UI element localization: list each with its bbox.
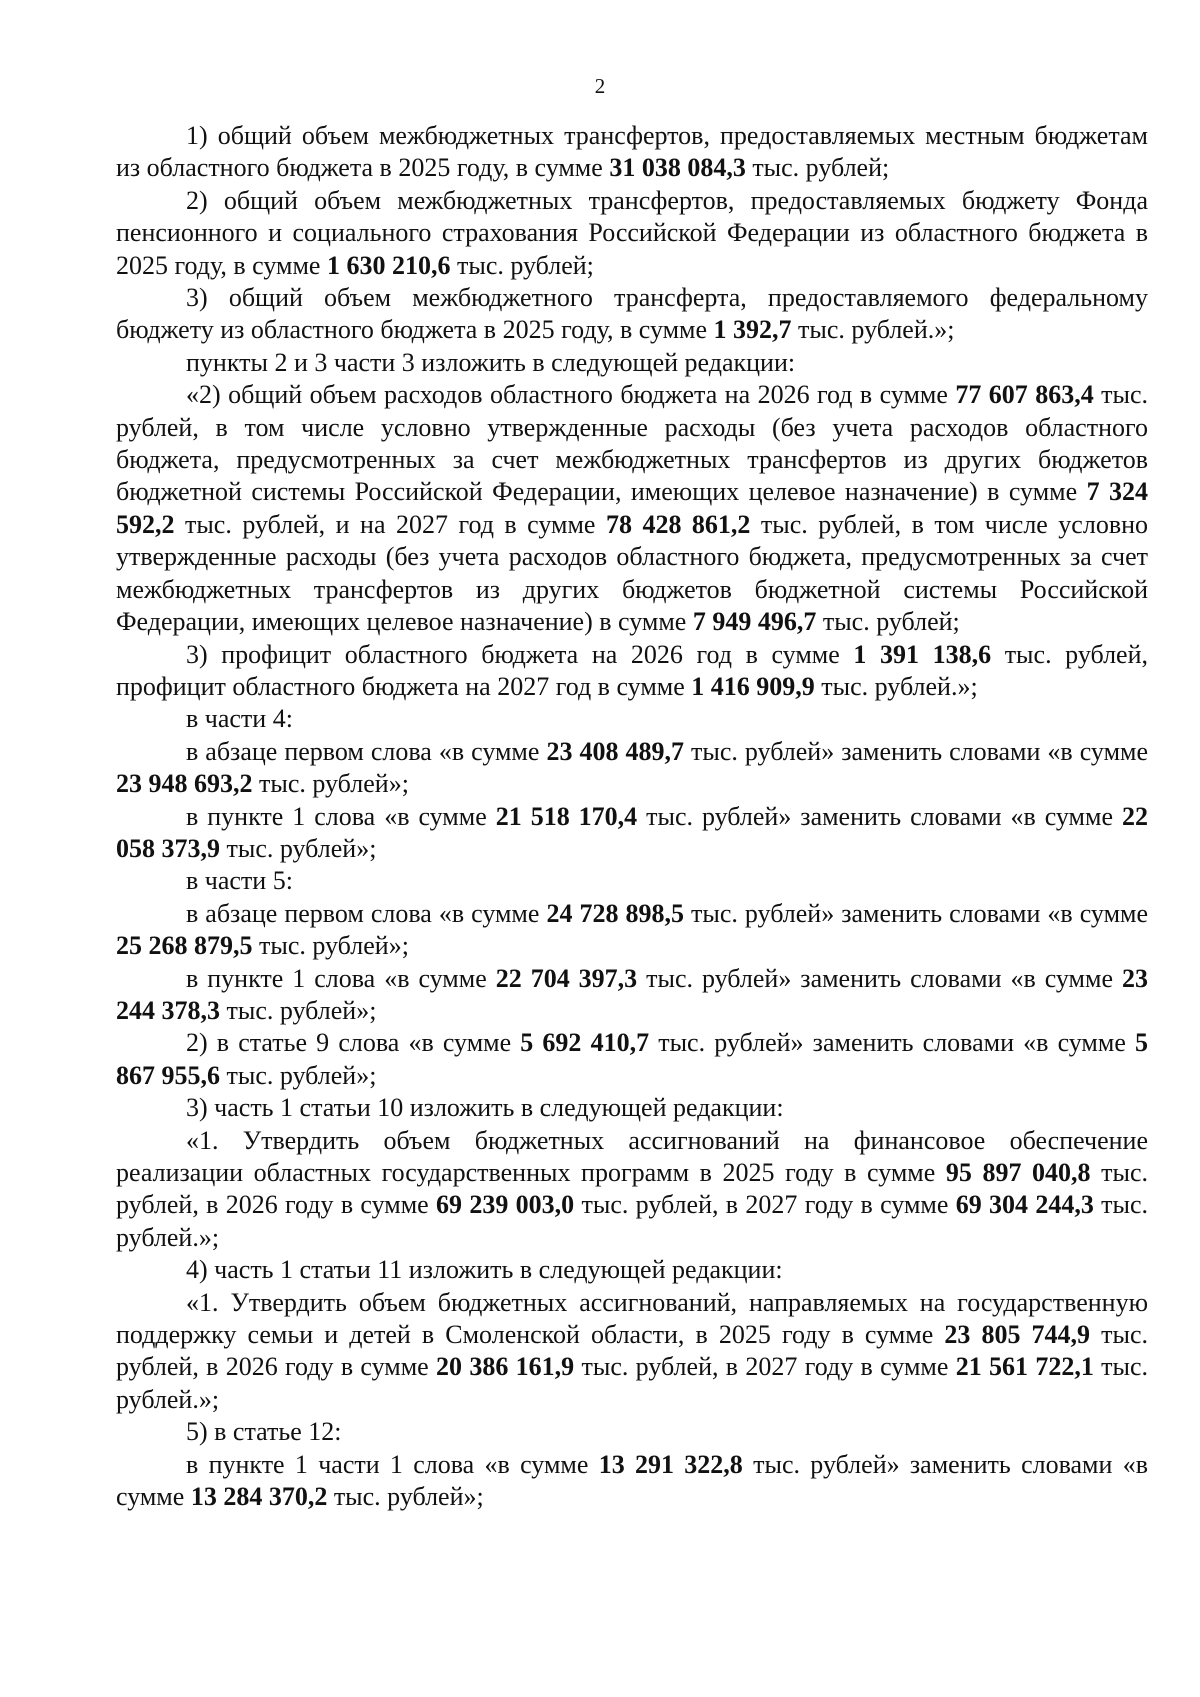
text-segment: в абзаце первом слова «в сумме [186,736,547,766]
text-segment: тыс. рублей»; [220,1060,377,1090]
text-segment: тыс. рублей, в 2026 году в сумме [116,1320,1149,1382]
text-segment: тыс. рублей»; [327,1482,484,1512]
text-segment: тыс. рублей, в 2027 году в сумме [574,1352,956,1382]
text-segment: 3) профицит областного бюджета на 2026 год в сумме [186,639,854,669]
amount-value: 1 416 909,9 [691,671,815,701]
amount-value: 69 239 003,0 [436,1190,575,1220]
text-segment: тыс. рублей; [816,607,960,637]
paragraph [116,898,1148,963]
paragraph [116,1254,1148,1286]
paragraph [116,120,1148,185]
paragraph [116,963,1148,1028]
text-segment: «1. Утвердить объем бюджетных ассигнований на финансовое обеспечение реализации областных государственных программ в 2025 году в сумме [116,1125,1148,1187]
text-segment: тыс. рублей.»; [116,1352,1149,1414]
amount-value: 7 949 496,7 [692,607,817,637]
amount-value: 21 518 170,4 [495,801,638,831]
text-segment: 3) общий объем межбюджетного трансферта, предоставляемого федеральному бюджету из областного бюджета в 2025 году, в сумме [116,283,1148,345]
paragraph [116,1125,1148,1255]
paragraph [116,347,1148,379]
paragraph [116,639,1148,704]
text-segment: пункты 2 и 3 части 3 изложить в следующей редакции: [186,347,796,377]
text-segment: 2) общий объем межбюджетных трансфертов, предоставляемых бюджету Фонда пенсионного и социального страхования Российской Федерации из областного бюджета в 2025 году, в сумме [116,185,1148,280]
text-segment: тыс. рублей»; [220,833,377,863]
text-segment: тыс. рублей, профицит областного бюджета на 2027 год в сумме [116,639,1149,701]
text-segment: тыс. рублей; [450,250,594,280]
text-segment: 3) часть 1 статьи 10 изложить в следующей редакции: [186,1093,784,1123]
amount-value: 22 704 397,3 [495,963,638,993]
paragraph [116,379,1148,638]
paragraph [116,1449,1148,1514]
text-segment: тыс. рублей» заменить словами «в сумме [649,1028,1136,1058]
paragraph [116,282,1148,347]
text-segment: 5) в статье 12: [186,1417,342,1447]
document-body [116,120,1148,1513]
amount-value: 5 867 955,6 [116,1028,1149,1090]
text-segment: тыс. рублей, в том числе условно утвержденные расходы (без учета расходов областного бюджета, предусмотренных за счет межбюджетных трансфертов из других бюджетов бюджетной системы Российской Федерации, имеющих целевое назначение) в сумме [116,509,1149,637]
text-segment: тыс. рублей» заменить словами «в сумме [637,801,1122,831]
paragraph [116,1027,1148,1092]
amount-value: 23 948 693,2 [116,769,253,799]
text-segment: тыс. рублей» заменить словами «в сумме [116,1449,1148,1512]
text-segment: в пункте 1 части 1 слова «в сумме [186,1449,599,1479]
text-segment: «2) общий объем расходов областного бюджета на 2026 год в сумме [186,380,956,410]
text-segment: тыс. рублей; [745,153,890,183]
amount-value: 23 408 489,7 [546,736,684,766]
text-segment: тыс. рублей, в 2027 году в сумме [574,1190,956,1220]
text-segment: тыс. рублей, в том числе условно утвержденные расходы (без учета расходов областного бюджета, предусмотренных за счет межбюджетных трансфертов из других бюджетов бюджетной системы Российской Федерации, имеющих целевое назначение) в сумме [116,380,1149,507]
amount-value: 1 630 210,6 [326,250,451,280]
amount-value: 22 058 373,9 [116,801,1148,863]
amount-value: 13 291 322,8 [598,1449,743,1479]
text-segment: тыс. рублей, и на 2027 год в сумме [174,509,606,539]
text-segment: тыс. рублей»; [252,931,409,961]
text-segment: в пункте 1 слова «в сумме [186,801,496,831]
paragraph [116,1416,1148,1448]
text-segment: в части 4: [186,704,293,734]
paragraph [116,736,1148,801]
amount-value: 31 038 084,3 [609,153,746,183]
page-number: 2 [594,74,606,98]
paragraph [116,865,1148,897]
text-segment: 1) общий объем межбюджетных трансфертов, предоставляемых местным бюджетам из областного бюджета в 2025 году, в сумме [116,121,1148,183]
text-segment: тыс. рублей, в 2026 году в сумме [116,1158,1148,1220]
text-segment: тыс. рублей»; [252,769,409,799]
text-segment: «1. Утвердить объем бюджетных ассигнований, направляемых на государственную поддержку семьи и детей в Смоленской области, в 2025 году в сумме [116,1287,1148,1350]
text-segment: тыс. рублей.»; [814,671,978,701]
amount-value: 23 244 378,3 [116,963,1148,1025]
amount-value: 23 805 744,9 [944,1320,1091,1350]
text-segment: тыс. рублей»; [220,995,377,1025]
paragraph [116,185,1148,282]
text-segment: в части 5: [186,866,293,896]
amount-value: 95 897 040,8 [945,1158,1091,1187]
paragraph [116,1287,1148,1417]
amount-value: 5 692 410,7 [520,1028,650,1058]
text-segment: тыс. рублей.»; [791,315,955,345]
text-segment: тыс. рублей» заменить словами «в сумме [683,736,1149,766]
amount-value: 21 561 722,1 [955,1352,1094,1382]
text-segment: тыс. рублей» заменить словами «в сумме [683,898,1149,928]
amount-value: 24 728 898,5 [546,898,684,928]
amount-value: 1 392,7 [713,315,792,345]
amount-value: 20 386 161,9 [436,1352,575,1382]
amount-value: 13 284 370,2 [190,1482,328,1512]
amount-value: 69 304 244,3 [955,1190,1094,1220]
paragraph [116,801,1148,866]
amount-value: 1 391 138,6 [853,639,992,669]
amount-value: 78 428 861,2 [605,509,751,539]
text-segment: 4) часть 1 статьи 11 изложить в следующей редакции: [186,1255,783,1285]
text-segment: тыс. рублей» заменить словами «в сумме [637,963,1122,993]
text-segment: тыс. рублей.»; [116,1190,1149,1252]
text-segment: в абзаце первом слова «в сумме [186,898,547,928]
paragraph [116,703,1148,735]
paragraph [116,1092,1148,1124]
amount-value: 7 324 592,2 [116,477,1149,539]
amount-value: 77 607 863,4 [955,380,1094,410]
amount-value: 25 268 879,5 [116,931,253,961]
text-segment: 2) в статье 9 слова «в сумме [186,1028,521,1058]
text-segment: в пункте 1 слова «в сумме [186,963,496,993]
